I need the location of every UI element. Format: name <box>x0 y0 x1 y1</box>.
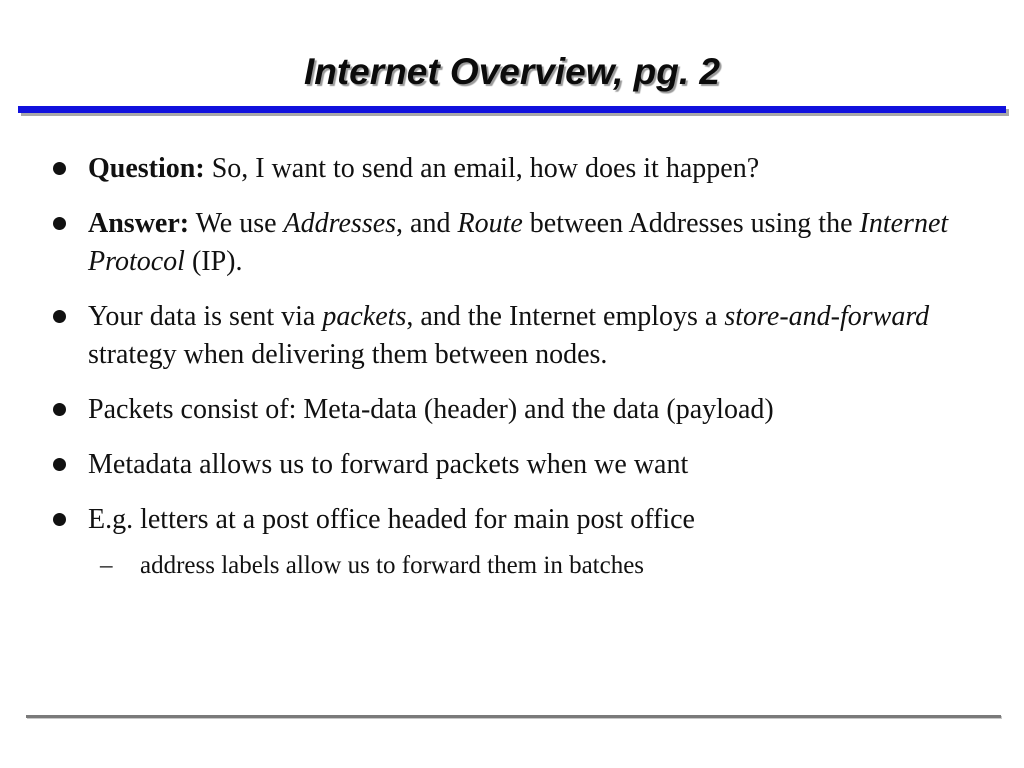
bullet-emphasis: Addresses <box>283 208 397 239</box>
bullet-text: , and the Internet employs a <box>406 301 725 332</box>
bullet-list <box>50 150 980 556</box>
title-divider <box>18 106 1006 113</box>
bullet-text: (IP). <box>184 246 243 277</box>
bullet-example <box>50 501 980 539</box>
slide-title: Internet Overview, pg. 2 <box>303 51 721 92</box>
bullet-text: Packets consist of: Meta-data (header) and the data (payload) <box>88 394 774 425</box>
bullet-emphasis: packets <box>322 301 407 332</box>
bullet-packet-structure <box>50 391 980 429</box>
bullet-dot-icon <box>53 310 66 323</box>
bullet-text: So, I want to send an email, how does it happen? <box>204 153 760 184</box>
footer-divider <box>26 715 1001 718</box>
bullet-label: Question: <box>88 153 205 184</box>
bullet-text: , and <box>396 208 458 239</box>
bullet-dot-icon <box>53 403 66 416</box>
bullet-dot-icon <box>53 458 66 471</box>
bullet-question <box>50 150 980 188</box>
bullet-answer <box>50 205 980 281</box>
sub-bullet-dash: – <box>100 552 113 579</box>
bullet-dot-icon <box>53 217 66 230</box>
sub-bullet-text: address labels allow us to forward them in batches <box>140 552 645 579</box>
bullet-text: between Addresses using the <box>522 208 860 239</box>
bullet-dot-icon <box>53 162 66 175</box>
sub-bullet-batches <box>50 549 980 583</box>
bullet-packets <box>50 298 980 374</box>
bullet-text: Your data is sent via <box>88 301 323 332</box>
bullet-emphasis: Internet Protocol <box>88 208 949 277</box>
bullet-text: E.g. letters at a post office headed for main post office <box>88 504 695 535</box>
sub-bullet-list <box>50 549 980 583</box>
bullet-metadata <box>50 446 980 484</box>
bullet-dot-icon <box>53 513 66 526</box>
bullet-text: strategy when delivering them between nodes. <box>88 339 608 370</box>
bullet-text: We use <box>189 208 284 239</box>
bullet-label: Answer: <box>88 208 190 239</box>
bullet-text: Metadata allows us to forward packets when we want <box>88 449 689 480</box>
bullet-emphasis: store-and-forward <box>724 301 930 332</box>
bullet-emphasis: Route <box>457 208 523 239</box>
